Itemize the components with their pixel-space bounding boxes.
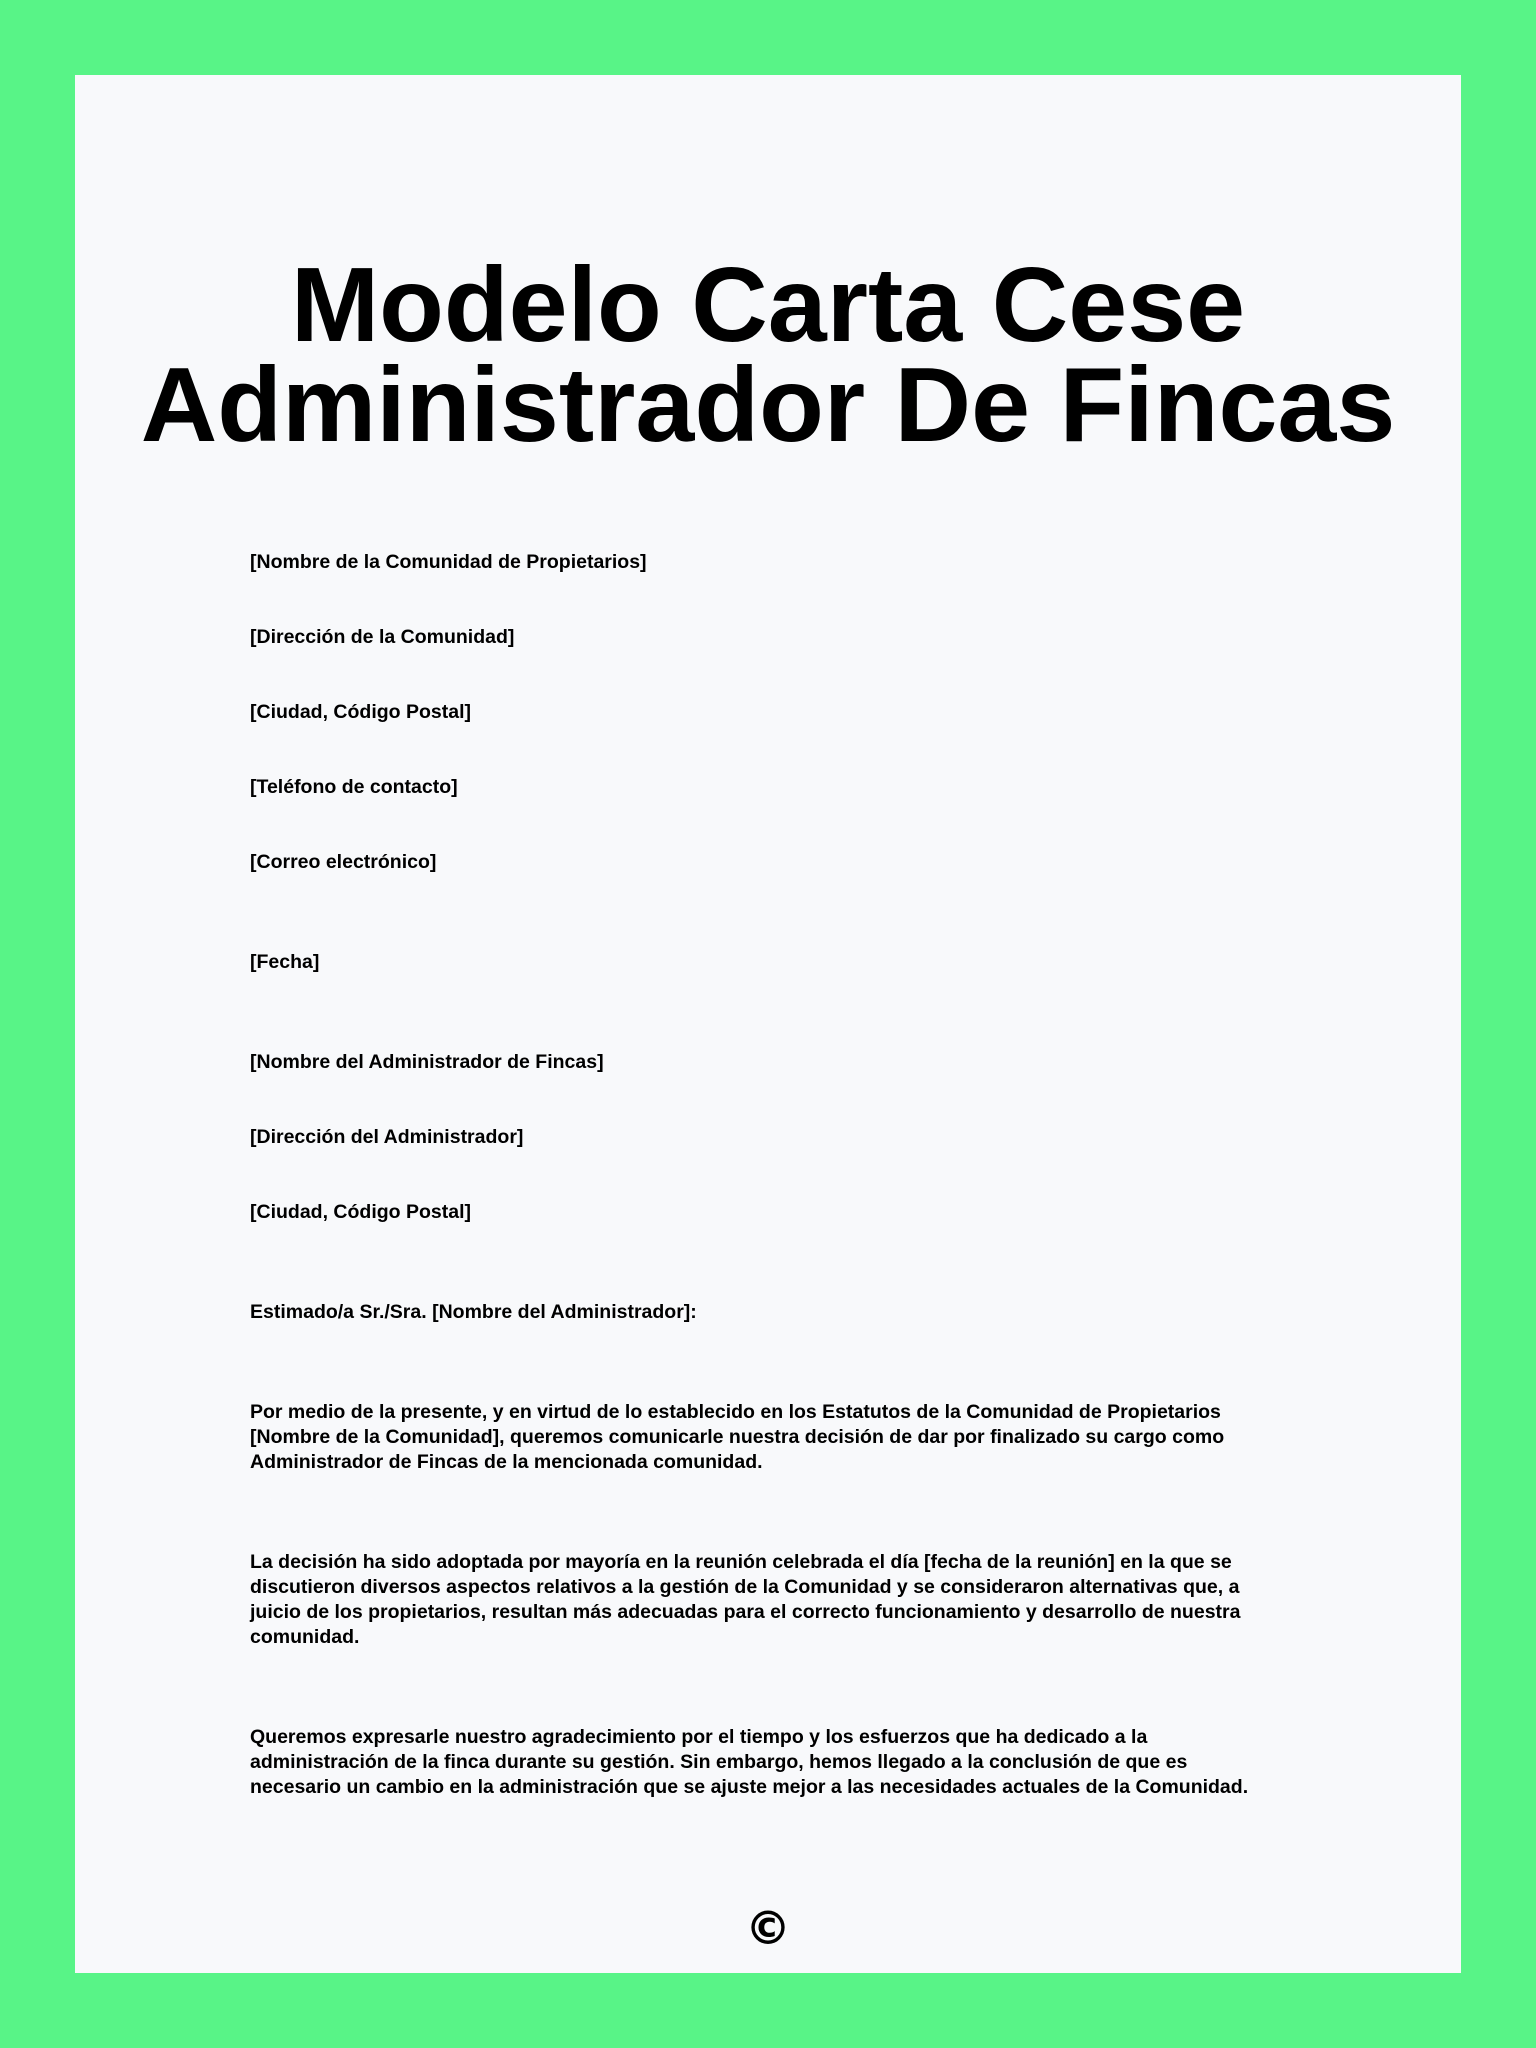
paragraph-line: necesario un cambio en la administración que se ajuste mejor a las necesidades actuales de la Comunidad.: [250, 1776, 1249, 1798]
paragraph-line: juicio de los propietarios, resultan más adecuadas para el correcto funcionamiento y desarrollo de nuestra: [250, 1601, 1241, 1623]
paragraph-line: discutieron diversos aspectos relativos a la gestión de la Comunidad y se consideraron alternativas que, a: [250, 1576, 1240, 1598]
sender-community-name: [Nombre de la Comunidad de Propietarios]: [250, 551, 647, 573]
paragraph-line: [Nombre de la Comunidad], queremos comunicarle nuestra decisión de dar por finalizado su cargo como: [250, 1426, 1225, 1448]
paragraph-line: Administrador de Fincas de la mencionada comunidad.: [250, 1451, 763, 1473]
sender-city-postal: [Ciudad, Código Postal]: [250, 701, 471, 723]
sender-email: [Correo electrónico]: [250, 851, 437, 873]
document-title: [75, 246, 1461, 464]
paragraph-line: Queremos expresarle nuestro agradecimiento por el tiempo y los esfuerzos que ha dedicado a la: [250, 1726, 1148, 1748]
document-page: [75, 75, 1461, 1973]
paragraph-line: Por medio de la presente, y en virtud de lo establecido en los Estatutos de la Comunidad de Propietarios: [250, 1401, 1221, 1423]
recipient-address: [Dirección del Administrador]: [250, 1126, 524, 1148]
paragraph-line: administración de la finca durante su gestión. Sin embargo, hemos llegado a la conclusión de que es: [250, 1751, 1188, 1773]
document-title-line-2: Administrador De Fincas: [140, 346, 1396, 464]
letter-date: [Fecha]: [250, 951, 320, 973]
paragraph-2: [250, 1550, 1380, 1650]
recipient-name: [Nombre del Administrador de Fincas]: [250, 1051, 604, 1073]
sender-address: [Dirección de la Comunidad]: [250, 626, 515, 648]
paragraph-1: [250, 1400, 1380, 1475]
letter-salutation: Estimado/a Sr./Sra. [Nombre del Administrador]:: [250, 1301, 697, 1323]
paragraph-line: comunidad.: [250, 1626, 360, 1648]
paragraph-3: [250, 1725, 1380, 1800]
recipient-city-postal: [Ciudad, Código Postal]: [250, 1201, 471, 1223]
copyright-icon: ©: [745, 1901, 791, 1955]
paragraph-line: La decisión ha sido adoptada por mayoría en la reunión celebrada el día [fecha de la reunión] en la que se: [250, 1551, 1232, 1573]
document-title-line-1: Modelo Carta Cese: [290, 246, 1246, 364]
sender-phone: [Teléfono de contacto]: [250, 776, 458, 798]
